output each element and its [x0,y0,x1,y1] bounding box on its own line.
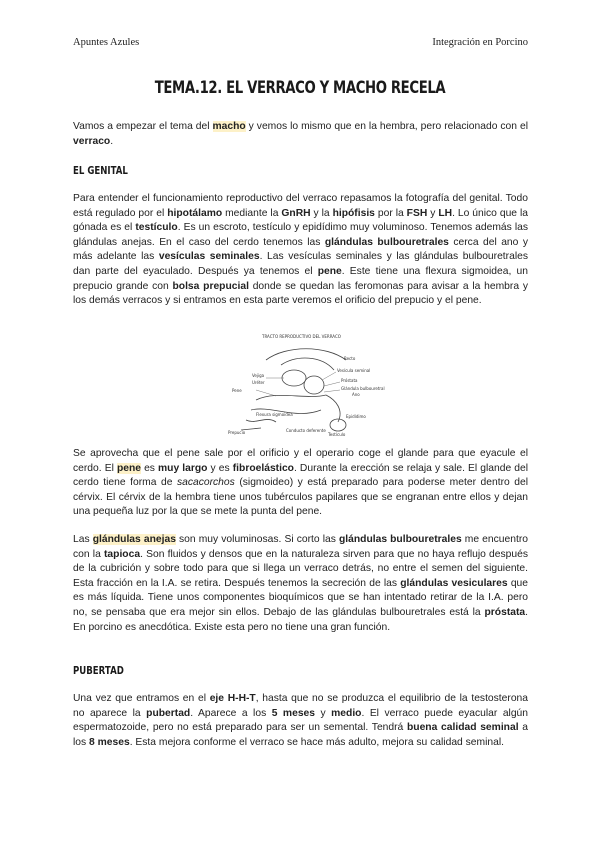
label-ano: Ano [352,392,360,397]
page-title: TEMA.12. EL VERRACO Y MACHO RECELA [154,78,446,98]
label-testiculo: Testículo [328,432,346,437]
label-vesicula: Vesícula seminal [337,368,371,373]
highlight: glándulas anejas [92,534,176,545]
label-epididimo: Epidídimo [346,414,366,419]
label-ureter: Uréter [252,380,265,385]
highlight: macho [212,121,246,132]
label-prostata: Próstata [341,378,358,383]
label-conducto: Conducto deferente [286,428,326,433]
label-prepucio: Prepucio [228,430,246,435]
paragraph-genital: Para entender el funcionamiento reproductivo del verraco repasamos la fotografía del genital. Todo está regulado por el hipotálamo mediante la GnRH y la hipófisis por la FSH y LH. Lo único que la gónada es el testículo. Es un escroto, testículo y epidídimo muy voluminoso. Tenemos además las glándulas anejas. En el caso del cerdo tenemos las glándulas bulbouretrales cerca del ano y más adelante las vesículas seminales. Las vesículas seminales y las glándulas bulbouretrales dan parte del eyaculado. Después ya tenemos el pene. Este tiene una flexura sigmoidea, un prepucio grande con bolsa prepucial donde se quedan las feromonas para avisar a la hembra y los demás verracos y si entramos en esta parte veremos el orificio del prepucio y el pene. [73,193,528,307]
label-recto: Recto [344,356,356,361]
highlight: pene [116,462,141,474]
figure-title: TRACTO REPRODUCTIVO DEL VERRACO [262,334,341,339]
paragraph-pene: Se aprovecha que el pene sale por el orificio y el operario coge el glande para que eyacule el cerdo. El pene es muy largo y es fibroelástico. Durante la erección se relaja y sale. El glande del cerdo tiene forma de sacacorchos (sigmoideo) y está preparado para poderse meter dentro del cérvix. El cérvix de la hembra tiene unos tubérculos papilares que se engranan entre ellos y dejan una pequeña luz por la que se mete la punta del pene. [73,448,529,518]
intro-paragraph: Vamos a empezar el tema del macho y vemos lo mismo que en la hembra, pero relacionado con el verraco. [73,121,528,147]
paragraph-pubertad: Una vez que entramos en el eje H-H-T, hasta que no se produzca el equilibrio de la testosterona no aparece la pubertad. Aparece a los 5 meses y medio. El verraco puede eyacular algún espermatozoide, pero no está preparado para ser un semental. Tendrá buena calidad seminal a los 8 meses. Esta mejora conforme el verraco se hace más adulto, mejora su calidad seminal. [73,693,529,748]
section-heading-pubertad: PUBERTAD [73,664,124,677]
header-right: Integración en Porcino [432,37,528,48]
label-flexura: Flexura sigmoidea [256,412,293,417]
label-vejiga: Vejiga [252,373,265,378]
paragraph-glandulas: Las glándulas anejas son muy voluminosas. Si corto las glándulas bulbouretrales me encuentro con la tapioca. Son fluidos y densos que en la naturaleza sirven para que no haya reflujo después de la cubrición y sobre todo para que si llega un verraco detrás, no entre el semen del siguiente. Esta fracción en la I.A. se retira. Después tenemos la secreción de las glándulas vesiculares que es más líquida. Tiene unos componentes bioquímicos que se han intentado retirar de la I.A. pero no, se pensaba que era mejor sin ellos. Debajo de las glándulas bulbouretrales está la próstata. En porcino es anecdótica. Existe esta pero no tiene una gran función. [73,534,529,633]
boar-reproductive-tract-diagram [226,330,385,438]
label-bulbouretral: Glándula bulbouretral [341,386,385,391]
label-pene: Pene [232,388,242,393]
section-heading-genital: EL GENITAL [73,164,128,177]
header-left: Apuntes Azules [73,37,140,48]
